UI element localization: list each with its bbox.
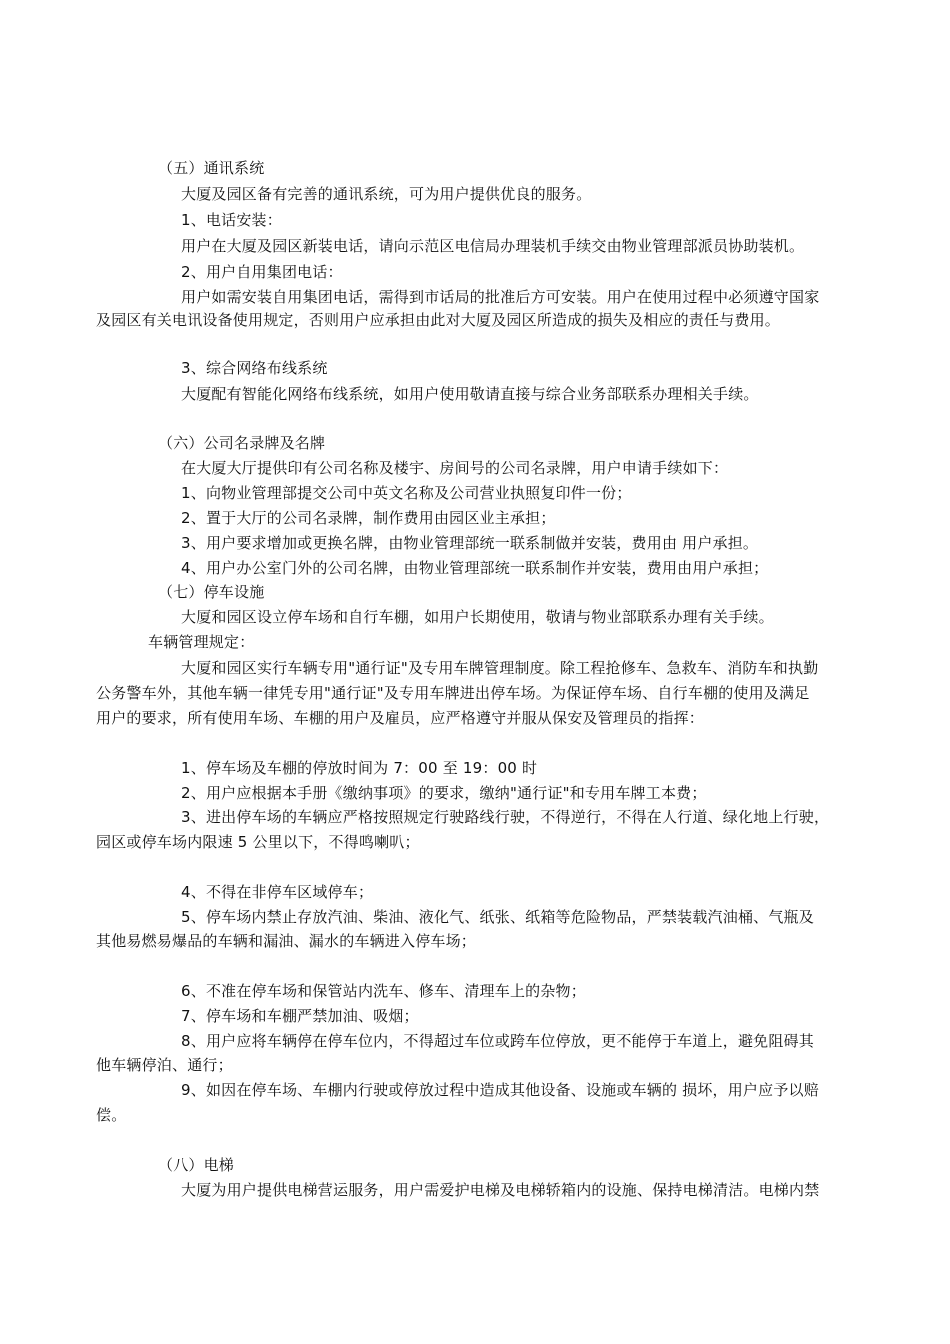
list-item: 7、停车场和车棚严禁加油、吸烟； — [181, 1007, 419, 1025]
paragraph: 及园区有关电讯设备使用规定，否则用户应承担由此对大厦及园区所造成的损失及相应的责任与费用。 — [96, 311, 781, 329]
item-title: 1、电话安装： — [181, 211, 282, 229]
item-title: 2、用户自用集团电话： — [181, 263, 343, 281]
section-heading-directory: （六）公司名录牌及名牌 — [158, 434, 326, 452]
paragraph: 大厦和园区实行车辆专用"通行证"及专用车牌管理制度。除工程抢修车、急救车、消防车和执勤 — [181, 659, 819, 677]
list-item-continuation: 他车辆停泊、通行； — [96, 1056, 233, 1074]
list-item: 9、如因在停车场、车棚内行驶或停放过程中造成其他设备、设施或车辆的 损坏，用户应予以赔 — [181, 1081, 819, 1099]
paragraph: 公务警车外，其他车辆一律凭专用"通行证"及专用车牌进出停车场。为保证停车场、自行车棚的使用及满足 — [96, 684, 810, 702]
list-item: 2、置于大厅的公司名录牌，制作费用由园区业主承担； — [181, 509, 556, 527]
paragraph: 用户如需安装自用集团电话，需得到市话局的批准后方可安装。用户在使用过程中必须遵守国家 — [181, 288, 820, 306]
paragraph: 大厦配有智能化网络布线系统，如用户使用敬请直接与综合业务部联系办理相关手续。 — [181, 385, 759, 403]
paragraph: 大厦及园区备有完善的通讯系统，可为用户提供优良的服务。 — [181, 185, 592, 203]
list-item-continuation: 其他易燃易爆品的车辆和漏油、漏水的车辆进入停车场； — [96, 932, 477, 950]
section-heading-parking: （七）停车设施 — [158, 583, 265, 601]
list-item: 4、用户办公室门外的公司名牌，由物业管理部统一联系制作并安装，费用由用户承担； — [181, 559, 769, 577]
paragraph: 用户的要求，所有使用车场、车棚的用户及雇员，应严格遵守并服从保安及管理员的指挥： — [96, 709, 705, 727]
paragraph: 大厦为用户提供电梯营运服务，用户需爱护电梯及电梯轿箱内的设施、保持电梯清洁。电梯内禁 — [181, 1181, 820, 1199]
paragraph: 大厦和园区设立停车场和自行车棚，如用户长期使用，敬请与物业部联系办理有关手续。 — [181, 608, 774, 626]
list-item: 5、停车场内禁止存放汽油、柴油、液化气、纸张、纸箱等危险物品，严禁装载汽油桶、气瓶及 — [181, 908, 814, 926]
list-item-continuation: 偿。 — [96, 1106, 127, 1124]
list-item: 1、停车场及车棚的停放时间为 7：00 至 19：00 时 — [181, 759, 538, 777]
list-item: 3、用户要求增加或更换名牌，由物业管理部统一联系制做并安装，费用由 用户承担。 — [181, 534, 759, 552]
list-item: 8、用户应将车辆停在停车位内，不得超过车位或跨车位停放，更不能停于车道上，避免阻碍其 — [181, 1032, 814, 1050]
paragraph: 在大厦大厅提供印有公司名称及楼宇、房间号的公司名录牌，用户申请手续如下： — [181, 459, 729, 477]
section-heading-communication: （五）通讯系统 — [158, 159, 265, 177]
subheading: 车辆管理规定： — [148, 633, 255, 651]
list-item-continuation: 园区或停车场内限速 5 公里以下，不得鸣喇叭； — [96, 833, 420, 851]
list-item: 1、向物业管理部提交公司中英文名称及公司营业执照复印件一份； — [181, 484, 632, 502]
item-title: 3、综合网络布线系统 — [181, 359, 328, 377]
list-item: 4、不得在非停车区域停车； — [181, 883, 374, 901]
list-item: 2、用户应根据本手册《缴纳事项》的要求，缴纳"通行证"和专用车牌工本费； — [181, 784, 707, 802]
list-item: 3、进出停车场的车辆应严格按照规定行驶路线行驶，不得逆行，不得在人行道、绿化地上行驶， — [181, 808, 830, 826]
list-item: 6、不准在停车场和保管站内洗车、修车、清理车上的杂物； — [181, 982, 586, 1000]
paragraph: 用户在大厦及园区新装电话，请向示范区电信局办理装机手续交由物业管理部派员协助装机。 — [181, 237, 805, 255]
section-heading-elevator: （八）电梯 — [158, 1156, 235, 1174]
